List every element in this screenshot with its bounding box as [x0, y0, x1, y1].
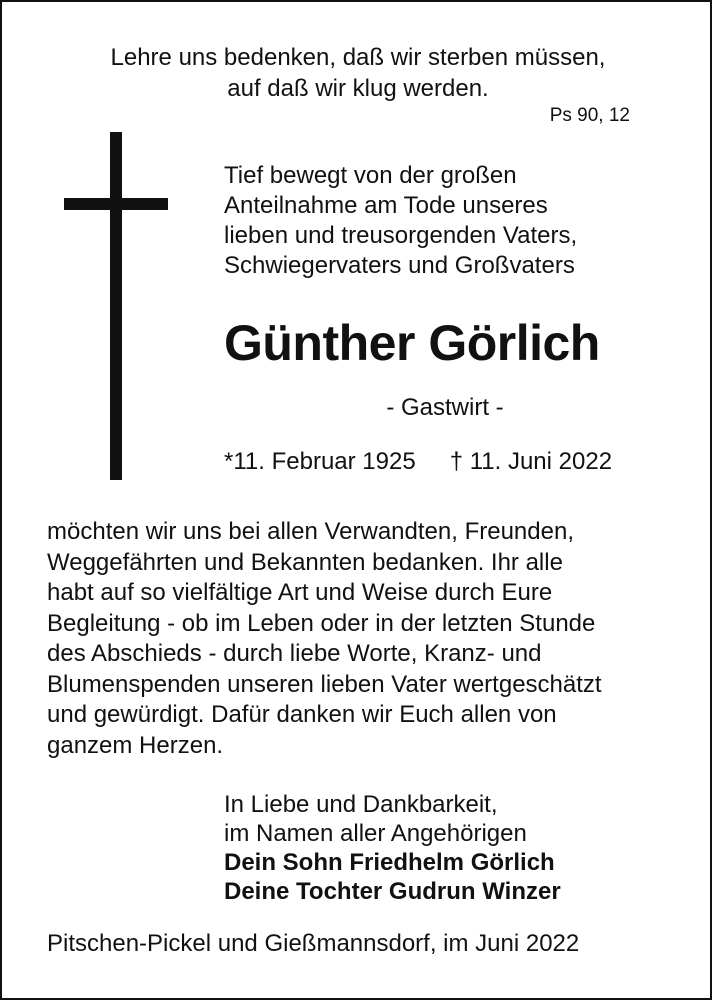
intro-line: lieben und treusorgenden Vaters,: [224, 222, 578, 249]
verse-line: auf daß wir klug werden.: [227, 75, 489, 102]
body-line: möchten wir uns bei allen Verwandten, Freunden,: [47, 518, 574, 545]
intro-line: Anteilnahme am Tode unseres: [224, 192, 548, 219]
cross-horizontal-bar: [64, 198, 168, 210]
body-line: Begleitung - ob im Leben oder in der letzten Stunde: [47, 609, 596, 637]
birth-date: *11. Februar 1925: [224, 448, 416, 475]
closing-line: im Namen aller Angehörigen: [224, 820, 527, 847]
body-line: Weggefährten und Bekannten bedanken. Ihr alle: [47, 548, 563, 576]
intro-line: Schwiegervaters und Großvaters: [224, 252, 575, 279]
closing-block: [224, 790, 561, 906]
life-dates: [224, 448, 612, 476]
verse-line: Lehre uns bedenken, daß wir sterben müssen,: [110, 44, 606, 71]
cross-icon: [64, 132, 168, 480]
body-line: des Abschieds - durch liebe Worte, Kranz- und: [47, 640, 542, 667]
bible-verse: [2, 42, 712, 104]
body-line: und gewürdigt. Dafür danken wir Euch allen von: [47, 701, 557, 728]
signatory-son: Dein Sohn Friedhelm Görlich: [224, 849, 555, 876]
thanks-text: [47, 517, 602, 761]
deceased-occupation: - Gastwirt -: [386, 394, 504, 421]
intro-line: Tief bewegt von der großen: [224, 162, 517, 189]
death-date: † 11. Juni 2022: [449, 448, 613, 475]
intro-text: [224, 161, 577, 281]
body-line: habt auf so vielfältige Art und Weise durch Eure: [47, 579, 553, 606]
deceased-name: Günther Görlich: [224, 315, 600, 371]
place-and-date: Pitschen-Pickel und Gießmannsdorf, im Juni 2022: [47, 930, 580, 957]
closing-line: In Liebe und Dankbarkeit,: [224, 791, 498, 818]
body-line: Blumenspenden unseren lieben Vater wertgeschätzt: [47, 670, 602, 698]
signatory-daughter: Deine Tochter Gudrun Winzer: [224, 878, 561, 905]
verse-reference: Ps 90, 12: [549, 105, 630, 126]
cross-vertical-bar: [110, 132, 122, 480]
body-line: ganzem Herzen.: [47, 731, 224, 759]
